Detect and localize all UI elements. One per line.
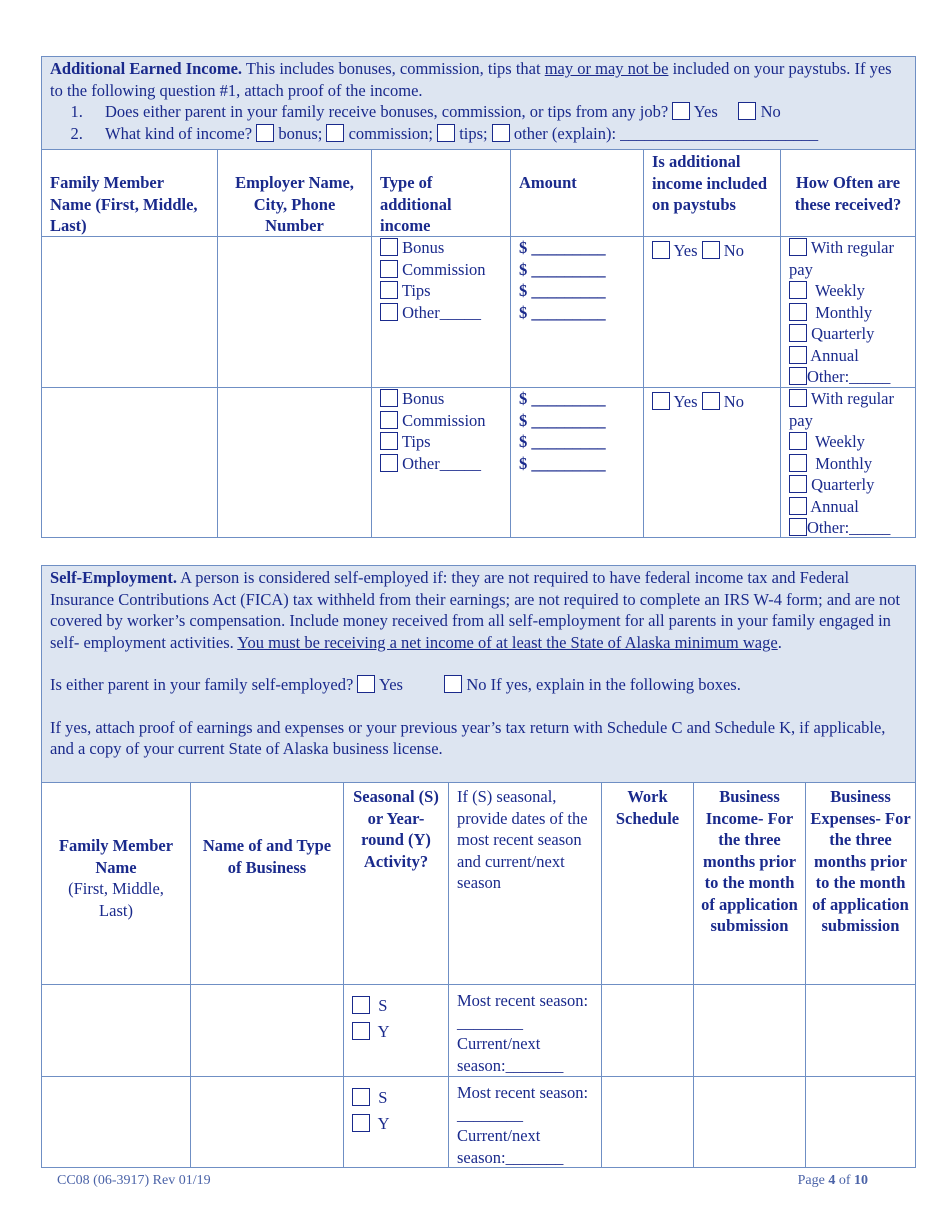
header-type: Type of additional income — [371, 150, 510, 236]
seasonal-cell: S Y — [343, 985, 448, 1076]
self-employment-row — [42, 984, 915, 1076]
paystubs-yes-checkbox[interactable] — [652, 392, 670, 410]
paystubs-no-checkbox[interactable] — [702, 241, 720, 259]
regular-pay-checkbox[interactable] — [789, 238, 807, 256]
q2-commission-checkbox[interactable] — [326, 124, 344, 142]
monthly-checkbox[interactable] — [789, 454, 807, 472]
additional-earned-income-section — [41, 56, 916, 538]
bonus-checkbox[interactable] — [380, 389, 398, 407]
header-how-often: How Often are these received? — [780, 150, 915, 236]
amount-cell — [510, 388, 643, 537]
q2-bonus-checkbox[interactable] — [256, 124, 274, 142]
season-dates-cell — [448, 985, 601, 1076]
seasonal-s-checkbox[interactable] — [352, 1088, 370, 1106]
employer-cell[interactable] — [217, 237, 371, 387]
tips-checkbox[interactable] — [380, 432, 398, 450]
amount-bonus-field[interactable]: $ _________ — [519, 238, 606, 257]
header-business: Name of and Type of Business — [190, 783, 343, 984]
family-member-cell[interactable] — [42, 388, 217, 537]
question-2: 2. What kind of income? bonus; commission; tips; other (explain): ________________________ — [87, 123, 907, 145]
seasonal-s-checkbox[interactable] — [352, 996, 370, 1014]
weekly-checkbox[interactable] — [789, 281, 807, 299]
additional-income-row — [42, 236, 915, 387]
form-number: CC08 (06-3917) Rev 01/19 — [57, 1173, 211, 1188]
self-employed-question: Is either parent in your family self-employed? Yes No If yes, explain in the following boxes. — [50, 675, 741, 694]
amount-tips-field[interactable]: $ _________ — [519, 432, 606, 451]
header-employer: Employer Name, City, Phone Number — [217, 150, 371, 236]
most-recent-season-field[interactable]: Most recent season: ________ — [457, 1083, 589, 1124]
other-checkbox[interactable] — [380, 454, 398, 472]
q2-other-explain-field[interactable]: other (explain): ________________________ — [513, 123, 819, 143]
current-season-field[interactable]: Current/next season:_______ — [457, 1126, 564, 1167]
how-often-cell: With regular pay Weekly Monthly Quarterly Annual Other:_____ — [780, 237, 915, 387]
q2-tips-checkbox[interactable] — [437, 124, 455, 142]
additional-income-instructions: Additional Earned Income. This includes bonuses, commission, tips that may or may not be included on your paystubs. If yes to the following question #1, attach proof of the income. 1. Does either parent in your family receive bonuses, commission, or tips from any job? Yes No 2. What kind of income? bonus; commission; tips; other (explain): ________________________ — [42, 57, 915, 149]
header-seasonal: Seasonal (S) or Year-round (Y) Activity? — [343, 783, 448, 984]
season-dates-cell — [448, 1077, 601, 1167]
business-cell[interactable] — [190, 1077, 343, 1167]
regular-pay-checkbox[interactable] — [789, 389, 807, 407]
question-1: 1. Does either parent in your family receive bonuses, commission, or tips from any job? Yes No — [87, 101, 907, 123]
other-checkbox[interactable] — [380, 303, 398, 321]
additional-income-title: Additional Earned Income. — [50, 59, 243, 78]
how-often-cell: With regular pay Weekly Monthly Quarterly Annual Other:_____ — [780, 388, 915, 537]
header-work-schedule: Work Schedule — [601, 783, 693, 984]
commission-checkbox[interactable] — [380, 260, 398, 278]
self-employment-section — [41, 565, 916, 1168]
paystubs-cell: Yes No — [643, 388, 780, 537]
work-schedule-cell[interactable] — [601, 1077, 693, 1167]
annual-checkbox[interactable] — [789, 346, 807, 364]
employer-cell[interactable] — [217, 388, 371, 537]
header-season-dates: If (S) seasonal, provide dates of the most recent season and current/next season — [448, 783, 601, 984]
header-family-member: Family Member Name (First, Middle, Last) — [58, 836, 174, 920]
family-member-cell[interactable] — [42, 237, 217, 387]
amount-commission-field[interactable]: $ _________ — [519, 410, 606, 430]
family-member-cell[interactable] — [42, 1077, 190, 1167]
q1-no-checkbox[interactable] — [738, 102, 756, 120]
year-round-y-checkbox[interactable] — [352, 1022, 370, 1040]
most-recent-season-field[interactable]: Most recent season: ________ — [457, 991, 589, 1032]
paystubs-no-checkbox[interactable] — [702, 392, 720, 410]
annual-checkbox[interactable] — [789, 497, 807, 515]
header-paystubs: Is additional income included on paystubs — [643, 150, 780, 236]
paystubs-cell: Yes No — [643, 237, 780, 387]
seasonal-cell: S Y — [343, 1077, 448, 1167]
paystubs-yes-checkbox[interactable] — [652, 241, 670, 259]
page-number: Page 4 of 10 — [797, 1173, 868, 1188]
additional-income-header-row — [42, 149, 915, 236]
quarterly-checkbox[interactable] — [789, 475, 807, 493]
amount-other-field[interactable]: $ _________ — [519, 453, 606, 473]
header-amount: Amount — [510, 150, 643, 236]
monthly-checkbox[interactable] — [789, 303, 807, 321]
self-employment-title: Self-Employment. — [50, 568, 177, 587]
self-employed-no-checkbox[interactable] — [444, 675, 462, 693]
q1-yes-checkbox[interactable] — [672, 102, 690, 120]
amount-commission-field[interactable]: $ _________ — [519, 259, 606, 279]
header-family-member: Family Member Name (First, Middle, Last) — [50, 173, 198, 235]
current-season-field[interactable]: Current/next season:_______ — [457, 1034, 564, 1075]
bonus-checkbox[interactable] — [380, 238, 398, 256]
commission-checkbox[interactable] — [380, 411, 398, 429]
business-cell[interactable] — [190, 985, 343, 1076]
self-employment-header-row — [42, 782, 915, 984]
work-schedule-cell[interactable] — [601, 985, 693, 1076]
weekly-checkbox[interactable] — [789, 432, 807, 450]
year-round-y-checkbox[interactable] — [352, 1114, 370, 1132]
amount-other-field[interactable]: $ _________ — [519, 302, 606, 322]
business-income-cell[interactable] — [693, 1077, 805, 1167]
self-employed-attach-note: If yes, attach proof of earnings and expenses or your previous year’s tax return with Schedule C and Schedule K, if applicable, and a copy of your current State of Alaska business license. — [50, 717, 886, 758]
additional-income-row — [42, 387, 915, 537]
amount-bonus-field[interactable]: $ _________ — [519, 389, 606, 408]
header-business-expenses: Business Expenses- For the three months prior to the month of application submission — [805, 783, 915, 984]
q2-other-checkbox[interactable] — [492, 124, 510, 142]
tips-checkbox[interactable] — [380, 281, 398, 299]
other-frequency-checkbox[interactable] — [789, 518, 807, 536]
amount-tips-field[interactable]: $ _________ — [519, 281, 606, 300]
amount-cell — [510, 237, 643, 387]
self-employment-instructions: Self-Employment. A person is considered self-employed if: they are not required to have federal income tax and Federal Insurance Contributions Act (FICA) tax withheld from their earnings; are not required to complete an IRS W-4 form; and are not covered by worker’s compensation. Include money received from all self-employment for all parents in your family engaged in self- employment activities. You must be receiving a net income of at least the State of Alaska minimum wage. Is either parent in your family self-employed? Yes No If yes, explain in the following boxes. If yes, attach proof of earnings and expenses or your previous year’s tax return with Schedule C and Schedule K, if applicable, and a copy of your current State of Alaska business license. — [42, 566, 915, 782]
self-employed-yes-checkbox[interactable] — [357, 675, 375, 693]
quarterly-checkbox[interactable] — [789, 324, 807, 342]
family-member-cell[interactable] — [42, 985, 190, 1076]
other-frequency-checkbox[interactable] — [789, 367, 807, 385]
business-expenses-cell[interactable] — [805, 1077, 915, 1167]
business-expenses-cell[interactable] — [805, 985, 915, 1076]
type-cell: Bonus Commission Tips Other_____ — [371, 237, 510, 387]
self-employment-row — [42, 1076, 915, 1167]
header-business-income: Business Income- For the three months prior to the month of application submission — [693, 783, 805, 984]
type-cell: Bonus Commission Tips Other_____ — [371, 388, 510, 537]
business-income-cell[interactable] — [693, 985, 805, 1076]
